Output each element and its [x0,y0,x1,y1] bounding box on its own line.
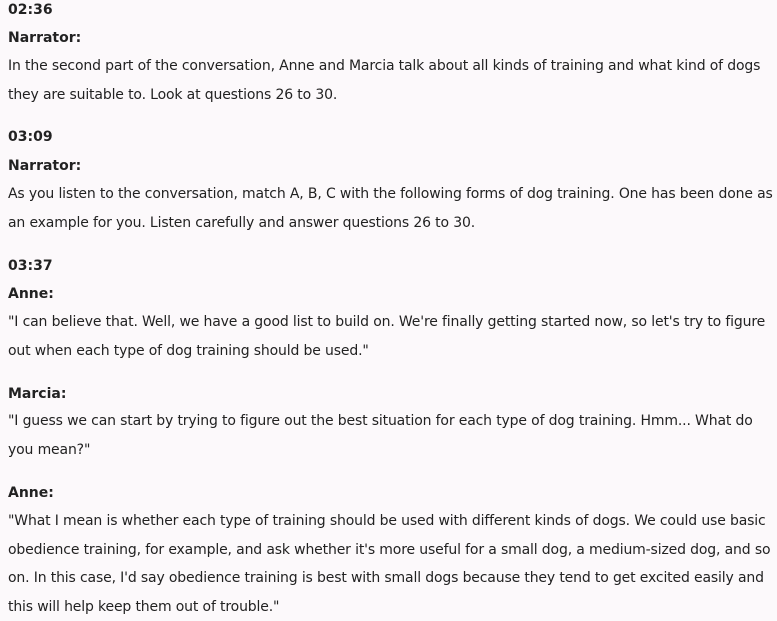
transcript-entry [8,484,773,502]
transcript-entry [8,285,773,303]
transcript-entry [8,1,773,19]
transcript-entry [8,128,773,146]
transcript-text: "I guess we can start by trying to figure out the best situation for each type of dog training. Hmm... What do you mean?" [8,413,753,458]
transcript-entry [8,29,773,47]
transcript-text: In the second part of the conversation, Anne and Marcia talk about all kinds of training and what kind of dogs they are suitable to. Look at questions 26 to 30. [8,58,761,103]
transcript-text-block [8,507,773,621]
speaker-name: Narrator: [8,30,82,46]
speaker-name: Anne: [8,286,54,302]
speaker-name: Anne: [8,485,54,501]
transcript-entry [8,385,773,403]
timestamp: 02:36 [8,2,53,18]
transcript-text: "What I mean is whether each type of training should be used with different kinds of dogs. We could use basic obedience training, for example, and ask whether it's more useful for a small dog, a medium-sized dog, and so on. In this case, I'd say obedience training is best with small dogs because they tend to get excited easily and this will help keep them out of trouble." [8,513,771,615]
transcript-text: As you listen to the conversation, match A, B, C with the following forms of dog training. One has been done as an example for you. Listen carefully and answer questions 26 to 30. [8,186,773,231]
transcript-text-block [8,180,773,237]
timestamp: 03:09 [8,129,53,145]
transcript-text-block [8,407,773,464]
transcript-entry [8,257,773,275]
speaker-name: Marcia: [8,386,67,402]
timestamp: 03:37 [8,258,53,274]
transcript-text: "I can believe that. Well, we have a good list to build on. We're finally getting started now, so let's try to figure out when each type of dog training should be used." [8,314,766,359]
speaker-name: Narrator: [8,158,82,174]
transcript-entry [8,157,773,175]
transcript-text-block [8,52,773,109]
transcript-text-block [8,308,773,365]
